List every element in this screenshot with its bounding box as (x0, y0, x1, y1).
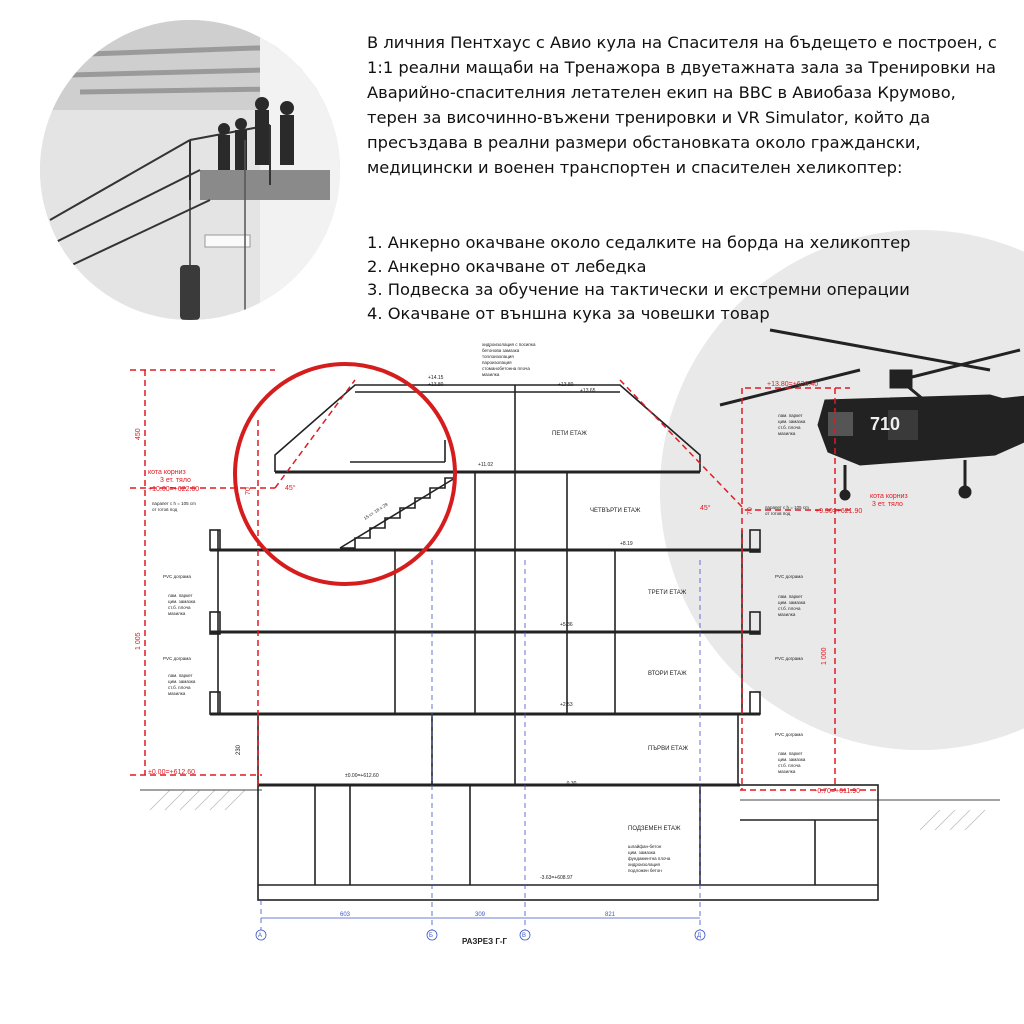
floor-note: ст.б. плоча (778, 763, 801, 768)
dim-label: 1 000 (821, 647, 828, 665)
list-item: 4. Окачване от външна кука за човешки товар (367, 303, 770, 323)
floor-note: мазилка (778, 769, 796, 774)
floor-note: мазилка (168, 611, 186, 616)
floor-note: цим. замазка (778, 419, 806, 424)
list-item: 2. Анкерно окачване от лебедка (367, 256, 647, 276)
building-section (210, 385, 878, 900)
level-mark: +8.19 (620, 541, 633, 547)
list-item: 1. Анкерно окачване около седалките на борда на хеликоптер (367, 233, 911, 252)
floor-note: лам. паркет (778, 751, 803, 756)
level-mark: ±0.00=+612.60 (345, 773, 379, 779)
grid-axes (261, 560, 700, 930)
basement-note: хидроизолация (628, 862, 660, 867)
cornice-label: кота корниз (870, 493, 908, 500)
floor-note: цим. замазка (168, 599, 196, 604)
pvc-note: PVC дограма (775, 732, 803, 737)
level-mark: +5.36 (560, 622, 573, 628)
intro-paragraph: В личния Пентхаус с Авио кула на Спасителя на бъдещето е построен, с 1:1 реални мащаби на Тренажора в двуетажната зала за Тренировки на Аварийно-спасителния летателен екип на ВВС в Авиобаза Крумово, терен за височинно-въжени тренировки и VR Simulator, който да пресъздава в реални размери обстановката около граждански, медицински и военен транспортен и спасителен хеликоптер: (367, 33, 997, 177)
level-mark: +13.80 (428, 382, 444, 388)
level-label: +13.80=+626.40 (767, 381, 819, 388)
pvc-note: PVC дограма (163, 656, 191, 661)
floor-label: ВТОРИ ЕТАЖ (648, 671, 687, 677)
floor-label: ПЪРВИ ЕТАЖ (648, 746, 689, 752)
floor-note: цим. замазка (778, 757, 806, 762)
level-mark: -0.30 (565, 781, 577, 787)
roof-note: хидроизолация с посипка (482, 342, 536, 347)
dim-label: 1 005 (135, 632, 142, 650)
floor-label: ЧЕТВЪРТИ ЕТАЖ (590, 508, 641, 514)
floor-note: мазилка (778, 431, 796, 436)
cornice-label: 3 ет. тяло (160, 477, 191, 484)
stair-note: 15 ст. 18 x 29 (362, 501, 389, 521)
basement-note: шлайфан-бетон (628, 844, 662, 849)
span-label: 821 (605, 912, 616, 918)
axis-label: Б (429, 933, 433, 939)
list-item: 3. Подвеска за обучение на тактически и екстремни операции (367, 280, 910, 299)
floor-note: ст.б. плоча (168, 685, 191, 690)
floor-note: лам. паркет (168, 673, 193, 678)
angle-label: 45° (700, 505, 711, 512)
roof-note: пароизолация (482, 360, 512, 365)
floor-note: ст.б. плоча (778, 606, 801, 611)
roof-note: мазилка (482, 372, 500, 377)
level-mark: +13.80 (558, 382, 574, 388)
span-label: 603 (340, 912, 351, 918)
dim-label: 70 (245, 487, 252, 495)
angle-label: 45° (285, 485, 296, 492)
helicopter-number: 710 (870, 414, 901, 434)
floor-note: цим. замазка (778, 600, 806, 605)
level-mark: +2.53 (560, 702, 573, 708)
floor-note: цим. замазка (168, 679, 196, 684)
roof-note: бетонова замазка (482, 348, 520, 353)
level-mark: +11.02 (478, 462, 494, 468)
axis-label: Д (697, 933, 702, 939)
floor-note: лам. паркет (778, 413, 803, 418)
pvc-note: PVC дограма (775, 656, 803, 661)
floor-note: мазилка (168, 691, 186, 696)
basement-note: фундаментна плоча (628, 856, 671, 861)
level-mark: +13.65 (580, 388, 596, 394)
floor-note: мазилка (778, 612, 796, 617)
ground-hatch (150, 790, 985, 830)
pvc-note: PVC дограма (163, 574, 191, 579)
level-mark: +14.15 (428, 375, 444, 381)
dim-label: 70 (747, 507, 754, 515)
floor-note: ст.б. плоча (778, 425, 801, 430)
dim-label: 230 (236, 744, 242, 755)
cornice-label: кота корниз (148, 469, 186, 476)
dim-label: 450 (135, 428, 142, 440)
floor-note: лам. паркет (778, 594, 803, 599)
basement-note: цим. замазка (628, 850, 656, 855)
level-label: +10.00=+622.60 (148, 486, 200, 493)
floor-label: ПОДЗЕМЕН ЕТАЖ (628, 826, 681, 832)
level-label: ±0.00=+612.60 (148, 769, 196, 776)
basement-note: подложен бетон (628, 868, 662, 873)
level-label: -0.70=+611.90 (815, 788, 861, 795)
section-title: РАЗРЕЗ Г-Г (462, 937, 508, 946)
floor-note: ст.б. плоча (168, 605, 191, 610)
level-mark: -3.63=+608.97 (540, 875, 573, 881)
floor-label: ТРЕТИ ЕТАЖ (648, 590, 687, 596)
parapet-note: парапет с h = 105 cm (152, 501, 196, 506)
parapet-note: от готов под (765, 511, 791, 516)
pvc-note: PVC дограма (775, 574, 803, 579)
roof-note: топлоизолация (482, 354, 514, 359)
axis-label: А (258, 933, 263, 939)
floor-label: ПЕТИ ЕТАЖ (552, 431, 587, 437)
parapet-note: парапет с h = 105 cm (765, 505, 809, 510)
roof-note: стоманобетонна плоча (482, 366, 530, 371)
floor-note: лам. паркет (168, 593, 193, 598)
cornice-label: 3 ет. тяло (872, 501, 903, 508)
span-label: 309 (475, 912, 486, 918)
level-label: +9.30=+621.90 (815, 508, 863, 515)
axis-label: В (522, 933, 527, 939)
parapet-note: от готов под (152, 507, 178, 512)
